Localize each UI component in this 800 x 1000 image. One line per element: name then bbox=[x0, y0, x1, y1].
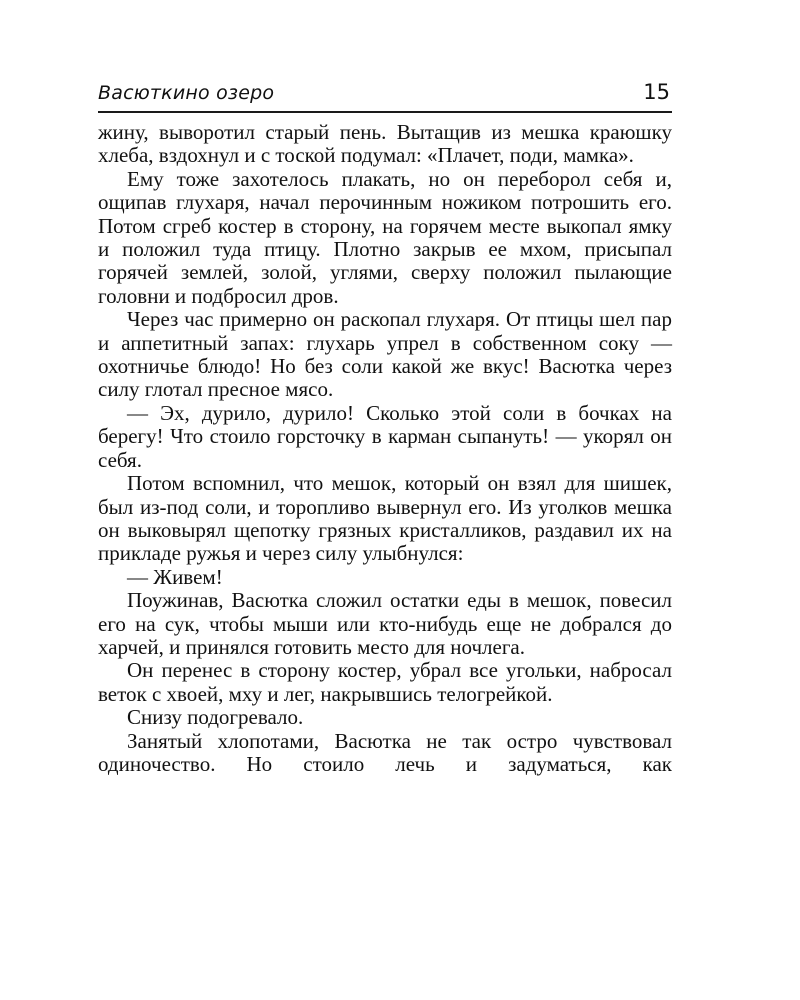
paragraph: — Эх, дурило, дурило! Сколько этой соли в бочках на берегу! Что стоило горсточку в карман сыпануть! — укорял он себя. bbox=[98, 400, 672, 472]
header-rule bbox=[98, 111, 672, 113]
running-title: Васюткино озеро bbox=[98, 82, 275, 104]
paragraph: — Живем! bbox=[127, 564, 223, 589]
paragraph: Потом вспомнил, что мешок, который он взял для шишек, был из-под соли, и торопливо вывернул его. Из уголков мешка он выковырял щепотку грязных кристалликов, раздавил их на прикладе ружья и через силу улыбнулся: bbox=[98, 471, 672, 566]
running-head bbox=[98, 80, 672, 112]
paragraph: Ему тоже захотелось плакать, но он переборол себя и, ощипав глухаря, начал перочинным ножиком потрошить его. Потом сгреб костер в сторону, на горячем месте выкопал ямку и положил туда птицу. Плотно закрыв ее мхом, присыпал горячей землей, золой, углями, сверху положил пылающие головни и подбросил дров. bbox=[98, 166, 672, 308]
page-number: 15 bbox=[643, 80, 670, 104]
paragraph: Снизу подогревало. bbox=[127, 705, 304, 730]
paragraph: Занятый хлопотами, Васютка не так остро чувствовал одиночество. Но стоило лечь и задуматься, как bbox=[98, 728, 672, 776]
paragraph: жину, выворотил старый пень. Вытащив из мешка краюшку хлеба, вздохнул и с тоской подумал: «Плачет, поди, мамка». bbox=[98, 120, 672, 168]
body-text bbox=[98, 121, 672, 776]
paragraph: Через час примерно он раскопал глухаря. От птицы шел пар и аппетитный запах: глухарь упрел в собственном соку — охотничье блюдо! Но без соли какой же вкус! Васютка через силу глотал пресное мясо. bbox=[98, 307, 672, 402]
paragraph: Поужинав, Васютка сложил остатки еды в мешок, повесил его на сук, чтобы мыши или кто-нибудь еще не добрался до харчей, и принялся готовить место для ночлега. bbox=[98, 588, 672, 659]
paragraph: Он перенес в сторону костер, убрал все угольки, набросал веток с хвоей, мху и лег, накрывшись телогрейкой. bbox=[98, 658, 672, 706]
